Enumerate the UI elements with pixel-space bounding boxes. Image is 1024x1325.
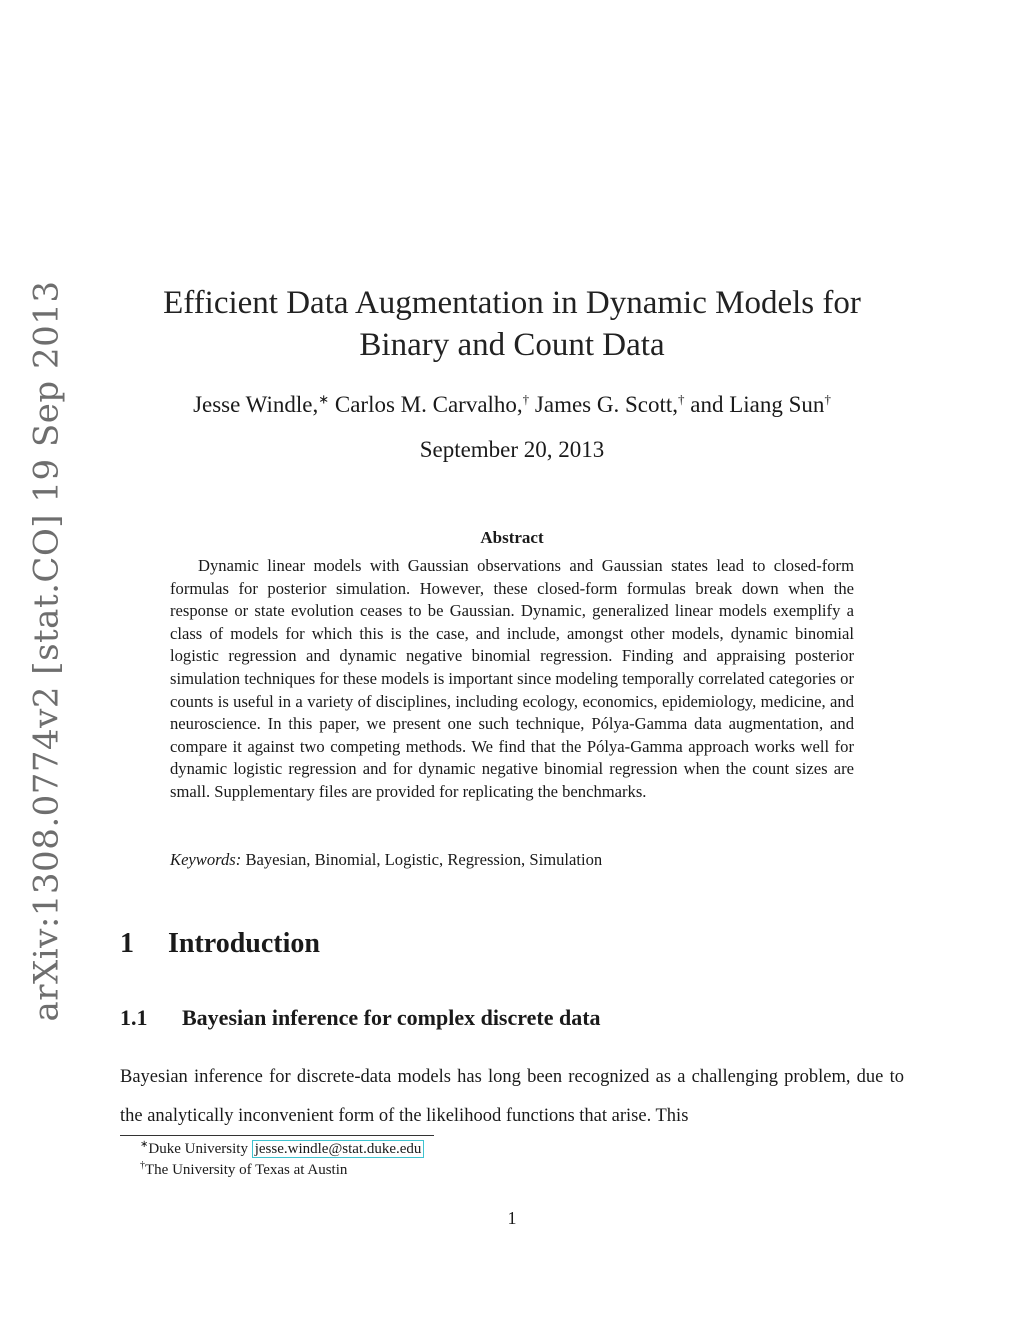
author-mark: † — [678, 391, 685, 407]
section-heading — [120, 928, 320, 960]
footnote-text: Duke University — [148, 1141, 248, 1157]
paper-title — [120, 282, 904, 366]
keywords-list: Bayesian, Binomial, Logistic, Regression, Simulation — [245, 850, 603, 869]
page-number: 1 — [507, 1208, 517, 1228]
keywords-label: Keywords: — [170, 850, 242, 869]
footnote-1 — [140, 1139, 424, 1158]
arxiv-stamp-text: arXiv:1308.0774v2 [stat.CO] 19 Sep 2013 — [26, 280, 66, 1022]
abstract-text: Dynamic linear models with Gaussian observations and Gaussian states lead to closed-form formulas for posterior simulation. However, these closed-form formulas break down when the response or state evolution ceases to be Gaussian. Dynamic, generalized linear models exemplify a class of models for which this is the case, and include, amongst other models, dynamic binomial logistic regression and dynamic negative binomial regression. Finding and appraising posterior simulation techniques for these models is important since modeling temporally correlated categories or counts is useful in a variety of disciplines, including ecology, economics, epidemiology, medicine, and neuroscience. In this paper, we present one such technique, Pólya-Gamma data augmentation, and compare it against two competing methods. We find that the Pólya-Gamma approach works well for dynamic logistic regression and for dynamic negative binomial regression when the count sizes are small. Supplementary files are provided for replicating the benchmarks. — [170, 556, 854, 801]
footnote-2 — [140, 1160, 347, 1179]
title-line-1: Efficient Data Augmentation in Dynamic Models for — [163, 285, 861, 321]
arxiv-stamp — [20, 280, 72, 1022]
footnote-text: The University of Texas at Austin — [145, 1162, 348, 1178]
author-mark: ∗ — [318, 391, 330, 407]
footnote-mark: ∗ — [140, 1139, 149, 1150]
footnote-mark: † — [140, 1160, 145, 1171]
body-paragraph: Bayesian inference for discrete-data models has long been recognized as a challenging problem, due to the analytically inconvenient form of the likelihood functions that arise. This — [120, 1067, 904, 1126]
author-name: Jesse Windle, — [193, 392, 319, 417]
abstract-heading: Abstract — [480, 528, 544, 547]
author-name: James G. Scott, — [534, 392, 679, 417]
email-link[interactable]: jesse.windle@stat.duke.edu — [252, 1140, 425, 1158]
author-name: Carlos M. Carvalho, — [334, 392, 523, 417]
author-mark: † — [824, 391, 831, 407]
subsection-heading — [120, 1005, 601, 1031]
author-name: and Liang Sun — [690, 392, 825, 417]
subsection-title: Bayesian inference for complex discrete data — [182, 1005, 601, 1030]
section-title: Introduction — [168, 928, 320, 959]
author-mark: † — [522, 391, 530, 407]
section-number: 1 — [120, 928, 134, 959]
subsection-number: 1.1 — [120, 1005, 148, 1030]
footnote-rule — [120, 1135, 434, 1136]
author-list — [120, 390, 904, 420]
paper-date: September 20, 2013 — [419, 437, 605, 462]
keywords-line — [170, 850, 854, 870]
title-line-2: Binary and Count Data — [359, 327, 665, 363]
